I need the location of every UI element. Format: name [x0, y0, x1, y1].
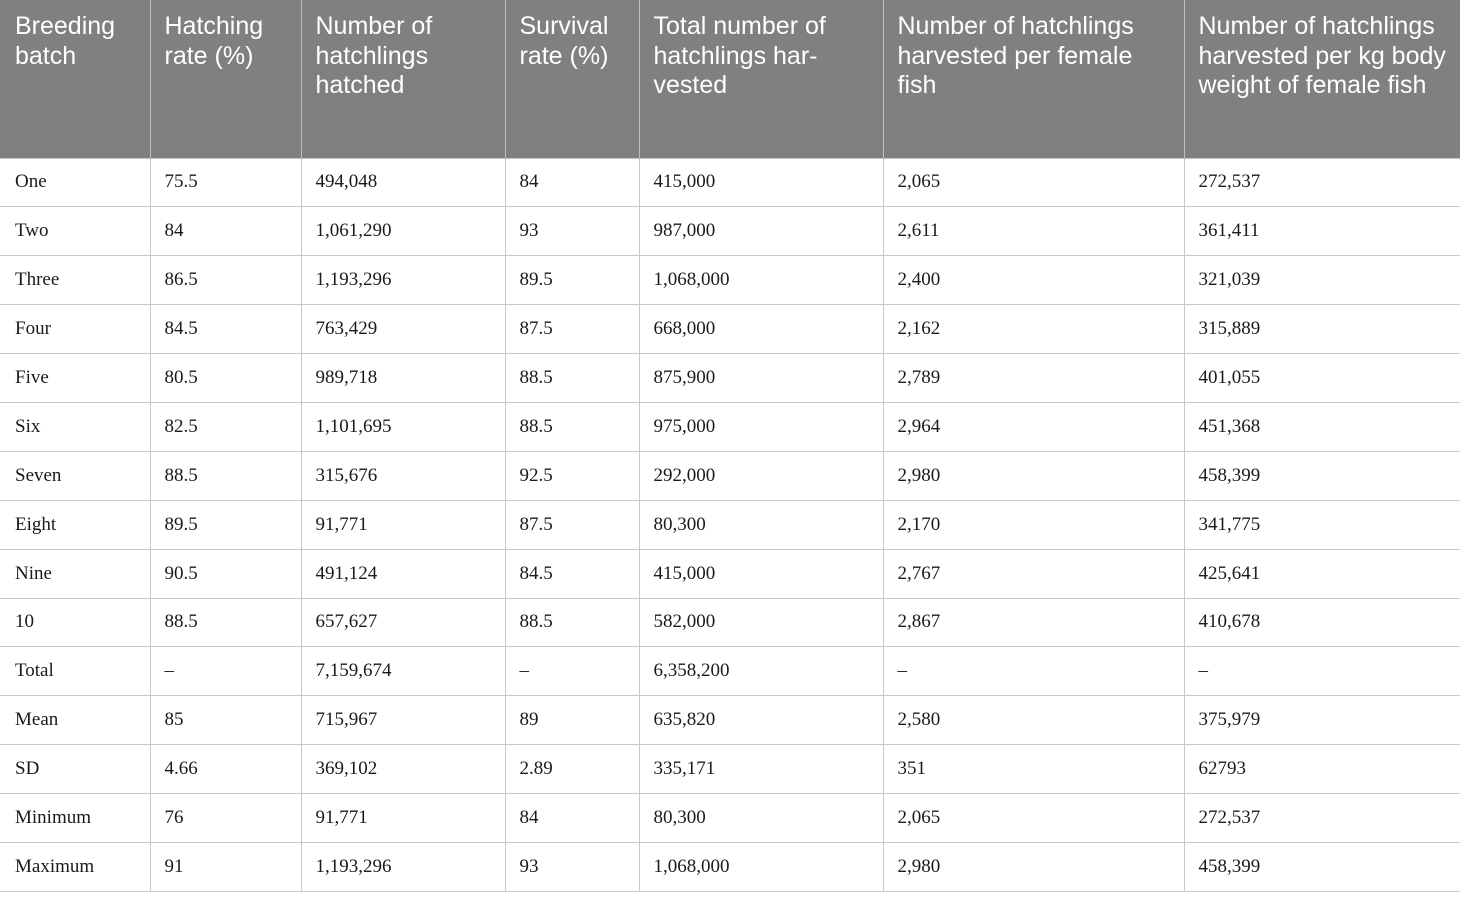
survival-rate-cell: 93: [505, 207, 639, 256]
per-female-cell: 2,162: [883, 305, 1184, 354]
header-total-harvested: Total number of hatchlings har-vested: [639, 0, 883, 158]
per-female-cell: 2,400: [883, 256, 1184, 305]
table-body: [0, 158, 1460, 891]
batch-cell: Total: [0, 647, 150, 696]
hatching-rate-cell: 76: [150, 794, 301, 843]
batch-cell: Nine: [0, 549, 150, 598]
hatched-cell: 369,102: [301, 745, 505, 794]
header-breeding-batch: Breeding batch: [0, 0, 150, 158]
hatching-rate-cell: 86.5: [150, 256, 301, 305]
total-harvested-cell: 975,000: [639, 402, 883, 451]
survival-rate-cell: 88.5: [505, 598, 639, 647]
total-harvested-cell: 987,000: [639, 207, 883, 256]
total-harvested-cell: 668,000: [639, 305, 883, 354]
per-kg-cell: 341,775: [1184, 500, 1460, 549]
table-row: [0, 256, 1460, 305]
per-female-cell: –: [883, 647, 1184, 696]
hatched-cell: 91,771: [301, 500, 505, 549]
per-kg-cell: 321,039: [1184, 256, 1460, 305]
hatching-rate-cell: 91: [150, 842, 301, 891]
total-harvested-cell: 582,000: [639, 598, 883, 647]
per-kg-cell: 272,537: [1184, 794, 1460, 843]
batch-cell: Five: [0, 354, 150, 403]
survival-rate-cell: 2.89: [505, 745, 639, 794]
table-row: [0, 451, 1460, 500]
total-harvested-cell: 6,358,200: [639, 647, 883, 696]
per-kg-cell: 315,889: [1184, 305, 1460, 354]
hatching-rate-cell: 80.5: [150, 354, 301, 403]
per-female-cell: 2,767: [883, 549, 1184, 598]
table-row: [0, 549, 1460, 598]
table-row: [0, 598, 1460, 647]
total-harvested-cell: 1,068,000: [639, 842, 883, 891]
hatching-rate-cell: 85: [150, 696, 301, 745]
hatched-cell: 989,718: [301, 354, 505, 403]
hatched-cell: 494,048: [301, 158, 505, 207]
hatching-rate-cell: 88.5: [150, 451, 301, 500]
table-row: [0, 842, 1460, 891]
batch-cell: Three: [0, 256, 150, 305]
header-hatching-rate: Hatching rate (%): [150, 0, 301, 158]
survival-rate-cell: 88.5: [505, 354, 639, 403]
per-female-cell: 2,611: [883, 207, 1184, 256]
hatching-rate-cell: 82.5: [150, 402, 301, 451]
header-hatchlings-hatched: Number of hatchlings hatched: [301, 0, 505, 158]
per-female-cell: 2,964: [883, 402, 1184, 451]
batch-cell: 10: [0, 598, 150, 647]
table-row: [0, 402, 1460, 451]
per-kg-cell: 458,399: [1184, 842, 1460, 891]
hatched-cell: 315,676: [301, 451, 505, 500]
batch-cell: SD: [0, 745, 150, 794]
per-female-cell: 2,065: [883, 158, 1184, 207]
total-harvested-cell: 1,068,000: [639, 256, 883, 305]
per-kg-cell: 361,411: [1184, 207, 1460, 256]
hatched-cell: 1,061,290: [301, 207, 505, 256]
batch-cell: Eight: [0, 500, 150, 549]
survival-rate-cell: 84: [505, 158, 639, 207]
hatching-rate-cell: –: [150, 647, 301, 696]
batch-cell: Seven: [0, 451, 150, 500]
survival-rate-cell: 88.5: [505, 402, 639, 451]
hatching-rate-cell: 84.5: [150, 305, 301, 354]
batch-cell: Four: [0, 305, 150, 354]
batch-cell: Maximum: [0, 842, 150, 891]
hatched-cell: 7,159,674: [301, 647, 505, 696]
survival-rate-cell: 93: [505, 842, 639, 891]
hatched-cell: 91,771: [301, 794, 505, 843]
per-female-cell: 2,580: [883, 696, 1184, 745]
survival-rate-cell: 89.5: [505, 256, 639, 305]
per-kg-cell: –: [1184, 647, 1460, 696]
total-harvested-cell: 335,171: [639, 745, 883, 794]
per-kg-cell: 401,055: [1184, 354, 1460, 403]
total-harvested-cell: 80,300: [639, 794, 883, 843]
survival-rate-cell: 84: [505, 794, 639, 843]
table-row: [0, 696, 1460, 745]
batch-cell: Minimum: [0, 794, 150, 843]
per-female-cell: 351: [883, 745, 1184, 794]
batch-cell: Mean: [0, 696, 150, 745]
per-female-cell: 2,980: [883, 842, 1184, 891]
table-row: [0, 305, 1460, 354]
hatched-cell: 491,124: [301, 549, 505, 598]
hatching-rate-cell: 4.66: [150, 745, 301, 794]
survival-rate-cell: 84.5: [505, 549, 639, 598]
survival-rate-cell: –: [505, 647, 639, 696]
total-harvested-cell: 875,900: [639, 354, 883, 403]
table-row: [0, 794, 1460, 843]
total-harvested-cell: 80,300: [639, 500, 883, 549]
hatched-cell: 1,193,296: [301, 842, 505, 891]
hatched-cell: 657,627: [301, 598, 505, 647]
hatched-cell: 1,101,695: [301, 402, 505, 451]
per-kg-cell: 410,678: [1184, 598, 1460, 647]
total-harvested-cell: 635,820: [639, 696, 883, 745]
total-harvested-cell: 415,000: [639, 549, 883, 598]
per-kg-cell: 272,537: [1184, 158, 1460, 207]
survival-rate-cell: 89: [505, 696, 639, 745]
table-row: [0, 500, 1460, 549]
table-row: [0, 647, 1460, 696]
per-kg-cell: 375,979: [1184, 696, 1460, 745]
hatched-cell: 715,967: [301, 696, 505, 745]
survival-rate-cell: 92.5: [505, 451, 639, 500]
batch-cell: One: [0, 158, 150, 207]
hatching-rate-cell: 75.5: [150, 158, 301, 207]
per-female-cell: 2,980: [883, 451, 1184, 500]
survival-rate-cell: 87.5: [505, 500, 639, 549]
per-kg-cell: 62793: [1184, 745, 1460, 794]
total-harvested-cell: 415,000: [639, 158, 883, 207]
survival-rate-cell: 87.5: [505, 305, 639, 354]
header-harvested-per-female: Number of hatchlings harvested per female fish: [883, 0, 1184, 158]
header-harvested-per-kg: Number of hatchlings harvested per kg body weight of female fish: [1184, 0, 1460, 158]
hatching-rate-cell: 90.5: [150, 549, 301, 598]
per-female-cell: 2,867: [883, 598, 1184, 647]
per-kg-cell: 458,399: [1184, 451, 1460, 500]
hatching-rate-cell: 89.5: [150, 500, 301, 549]
table-header: [0, 0, 1460, 158]
table-row: [0, 745, 1460, 794]
total-harvested-cell: 292,000: [639, 451, 883, 500]
batch-cell: Two: [0, 207, 150, 256]
table-row: [0, 158, 1460, 207]
table-row: [0, 354, 1460, 403]
per-female-cell: 2,065: [883, 794, 1184, 843]
header-survival-rate: Survival rate (%): [505, 0, 639, 158]
header-row: [0, 0, 1460, 158]
hatching-rate-cell: 88.5: [150, 598, 301, 647]
per-kg-cell: 425,641: [1184, 549, 1460, 598]
per-kg-cell: 451,368: [1184, 402, 1460, 451]
hatching-rate-cell: 84: [150, 207, 301, 256]
per-female-cell: 2,789: [883, 354, 1184, 403]
hatched-cell: 1,193,296: [301, 256, 505, 305]
per-female-cell: 2,170: [883, 500, 1184, 549]
batch-cell: Six: [0, 402, 150, 451]
table-row: [0, 207, 1460, 256]
hatched-cell: 763,429: [301, 305, 505, 354]
